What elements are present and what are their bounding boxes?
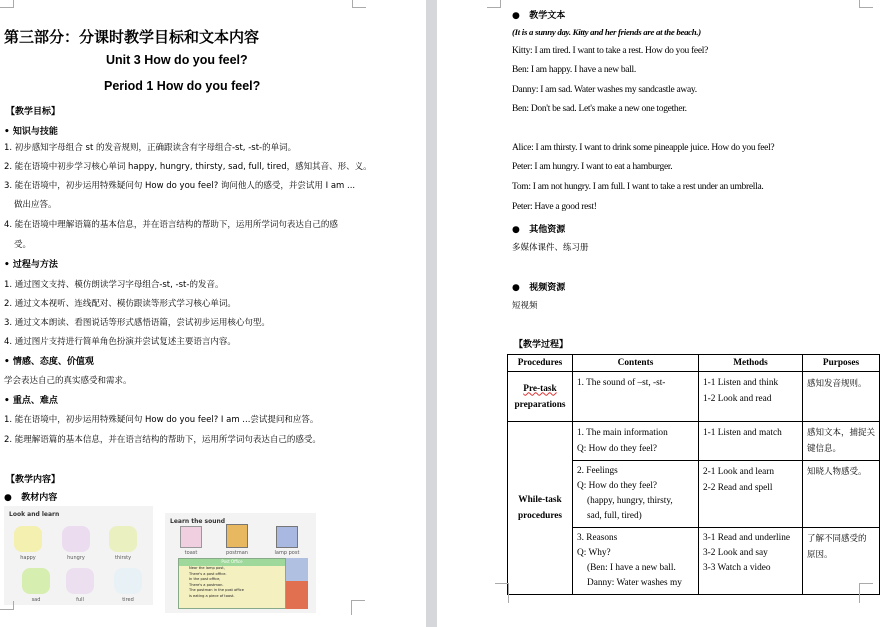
- knowledge-item: 1. 初步感知字母组合 st 的发音规则，正确跟读含有字母组合-st, -st-的单词。: [4, 143, 297, 153]
- image-title: Learn the sound: [170, 518, 226, 525]
- crop-mark: [495, 583, 509, 603]
- dialogue-line: Tom: I am not hungry. I am full. I want to take a rest under an umbrella.: [512, 182, 764, 192]
- procedure-heading: 【教学过程】: [514, 340, 569, 350]
- section-title: 第三部分：分课时教学目标和文本内容: [4, 28, 260, 46]
- look-and-learn-image: [4, 506, 153, 605]
- post-office-scene: [178, 558, 286, 609]
- contents-cell: 1. The main information Q: How do they feel?: [573, 422, 699, 461]
- dialogue-line: Kitty: I am tired. I want to take a rest. How do you feel?: [512, 46, 709, 56]
- dialogue-line: Peter: I am hungry. I want to eat a hamburger.: [512, 162, 673, 172]
- contents-cell: 3. Reasons Q: Why? (Ben: I have a new ball. Danny: Water washes my: [573, 528, 699, 595]
- knowledge-heading: • 知识与技能: [4, 127, 58, 137]
- header-procedures: Procedures: [508, 355, 573, 372]
- video-heading: ● 视频资源: [512, 283, 566, 293]
- process-item: 3. 通过文本朗读、看图说话等形式感悟语篇，尝试初步运用核心句型。: [4, 318, 270, 328]
- crop-mark: [352, 0, 366, 8]
- thirsty-picture: [109, 526, 137, 552]
- table-header-row: [508, 355, 880, 372]
- process-item: 2. 通过文本视听、连线配对、模仿跟读等形式学习核心单词。: [4, 299, 236, 309]
- values-heading: • 情感、态度、价值观: [4, 357, 94, 367]
- table-row: [508, 422, 880, 461]
- learn-the-sound-image: [165, 513, 316, 613]
- procedure-cell: Pre-task preparations: [508, 372, 573, 422]
- header-purposes: Purposes: [803, 355, 880, 372]
- knowledge-item: 4. 能在语境中理解语篇的基本信息，并在语言结构的帮助下，运用所学词句表达自己的感: [4, 220, 338, 230]
- methods-cell: 2-1 Look and learn 2-2 Read and spell: [699, 461, 803, 528]
- crop-mark: [859, 0, 873, 8]
- unit-title: Unit 3 How do you feel?: [106, 53, 248, 67]
- page-left: [0, 0, 426, 627]
- table-row: [508, 372, 880, 422]
- other-heading: ● 其他资源: [512, 225, 566, 235]
- process-heading: • 过程与方法: [4, 260, 58, 270]
- purposes-cell: 感知发音规则。: [803, 372, 880, 422]
- caption: happy: [20, 555, 36, 561]
- dialogue-intro: (It is a sunny day. Kitty and her friends are at the beach.): [512, 27, 701, 37]
- material-heading: ● 教材内容: [4, 493, 58, 503]
- caption: thirsty: [114, 555, 132, 561]
- purposes-cell: 感知文本，捕捉关 键信息。: [803, 422, 880, 461]
- knowledge-item-cont: 受。: [14, 240, 32, 250]
- other-resources: 多媒体课件、练习册: [512, 243, 589, 253]
- procedure-cell: While-task procedures: [508, 422, 573, 595]
- methods-cell: 3-1 Read and underline 3-2 Look and say 3-3 Watch a video: [699, 528, 803, 595]
- caption: lamp post: [274, 550, 300, 556]
- caption: toast: [184, 550, 198, 556]
- crop-mark: [0, 601, 14, 610]
- text-heading: ● 教学文本: [512, 11, 566, 21]
- lamp-post-picture: [276, 526, 298, 548]
- crop-mark: [0, 0, 14, 8]
- hungry-picture: [62, 526, 90, 552]
- sad-picture: [22, 568, 50, 594]
- dialogue-line: Alice: I am thirsty. I want to drink some pineapple juice. How do you feel?: [512, 143, 775, 153]
- caption: tired: [122, 597, 134, 603]
- crop-mark: [859, 583, 873, 603]
- methods-cell: 1-1 Listen and think 1-2 Look and read: [699, 372, 803, 422]
- happy-picture: [14, 526, 42, 552]
- keypoints-heading: • 重点、难点: [4, 396, 58, 406]
- content-heading: 【教学内容】: [6, 475, 61, 485]
- page-gap: [426, 0, 437, 627]
- post-office-sign: Post Office: [179, 559, 285, 566]
- caption: hungry: [67, 555, 85, 561]
- caption: full: [76, 597, 84, 603]
- contents-cell: 2. Feelings Q: How do they feel? (happy, hungry, thirsty, sad, full, tired): [573, 461, 699, 528]
- period-title: Period 1 How do you feel?: [104, 79, 261, 93]
- values-text: 学会表达自己的真实感受和需求。: [4, 376, 132, 386]
- purposes-cell: 知晓人物感受。: [803, 461, 880, 528]
- postman-picture: [226, 524, 248, 548]
- keypoint-item: 1. 能在语境中，初步运用特殊疑问句 How do you feel? I am ...尝试提问和应答。: [4, 415, 319, 425]
- process-item: 1. 通过图文支持、模仿朗读学习字母组合-st, -st-的发音。: [4, 280, 224, 290]
- knowledge-item: 3. 能在语境中，初步运用特殊疑问句 How do you feel? 询问他人的感受，并尝试用 I am ...: [4, 181, 356, 191]
- crop-mark: [487, 0, 501, 8]
- header-methods: Methods: [699, 355, 803, 372]
- purposes-cell: 了解不同感受的 原因。: [803, 528, 880, 595]
- header-contents: Contents: [573, 355, 699, 372]
- knowledge-item-cont: 做出应答。: [14, 200, 57, 210]
- dialogue-line: Ben: Don't be sad. Let's make a new one together.: [512, 104, 687, 114]
- objectives-heading: 【教学目标】: [6, 107, 61, 117]
- contents-cell: 1. The sound of –st, -st-: [573, 372, 699, 422]
- tired-picture: [114, 568, 142, 594]
- process-item: 4. 通过图片支持进行简单角色扮演并尝试复述主要语言内容。: [4, 337, 236, 347]
- methods-cell: 1-1 Listen and match: [699, 422, 803, 461]
- full-picture: [66, 568, 94, 594]
- video-resources: 短视频: [512, 301, 538, 311]
- knowledge-item: 2. 能在语境中初步学习核心单词 happy, hungry, thirsty, sad, full, tired，感知其音、形、义。: [4, 162, 372, 172]
- wall-picture: [286, 558, 308, 609]
- procedure-table: [507, 354, 880, 595]
- dialogue-line: Ben: I am happy. I have a new ball.: [512, 65, 636, 75]
- rhyme: Near the lamp post, There's a post office. In the post office, There's a postman. The postman in the post office is eating a piece of toast.: [189, 566, 244, 598]
- dialogue-line: Danny: I am sad. Water washes my sandcastle away.: [512, 85, 697, 95]
- caption: postman: [226, 550, 248, 556]
- dialogue-line: Peter: Have a good rest!: [512, 202, 597, 212]
- image-title: Look and learn: [9, 511, 60, 518]
- crop-mark: [351, 600, 365, 615]
- toast-picture: [180, 526, 202, 548]
- caption: sad: [31, 597, 41, 603]
- keypoint-item: 2. 能理解语篇的基本信息，并在语言结构的帮助下，运用所学词句表达自己的感受。: [4, 435, 321, 445]
